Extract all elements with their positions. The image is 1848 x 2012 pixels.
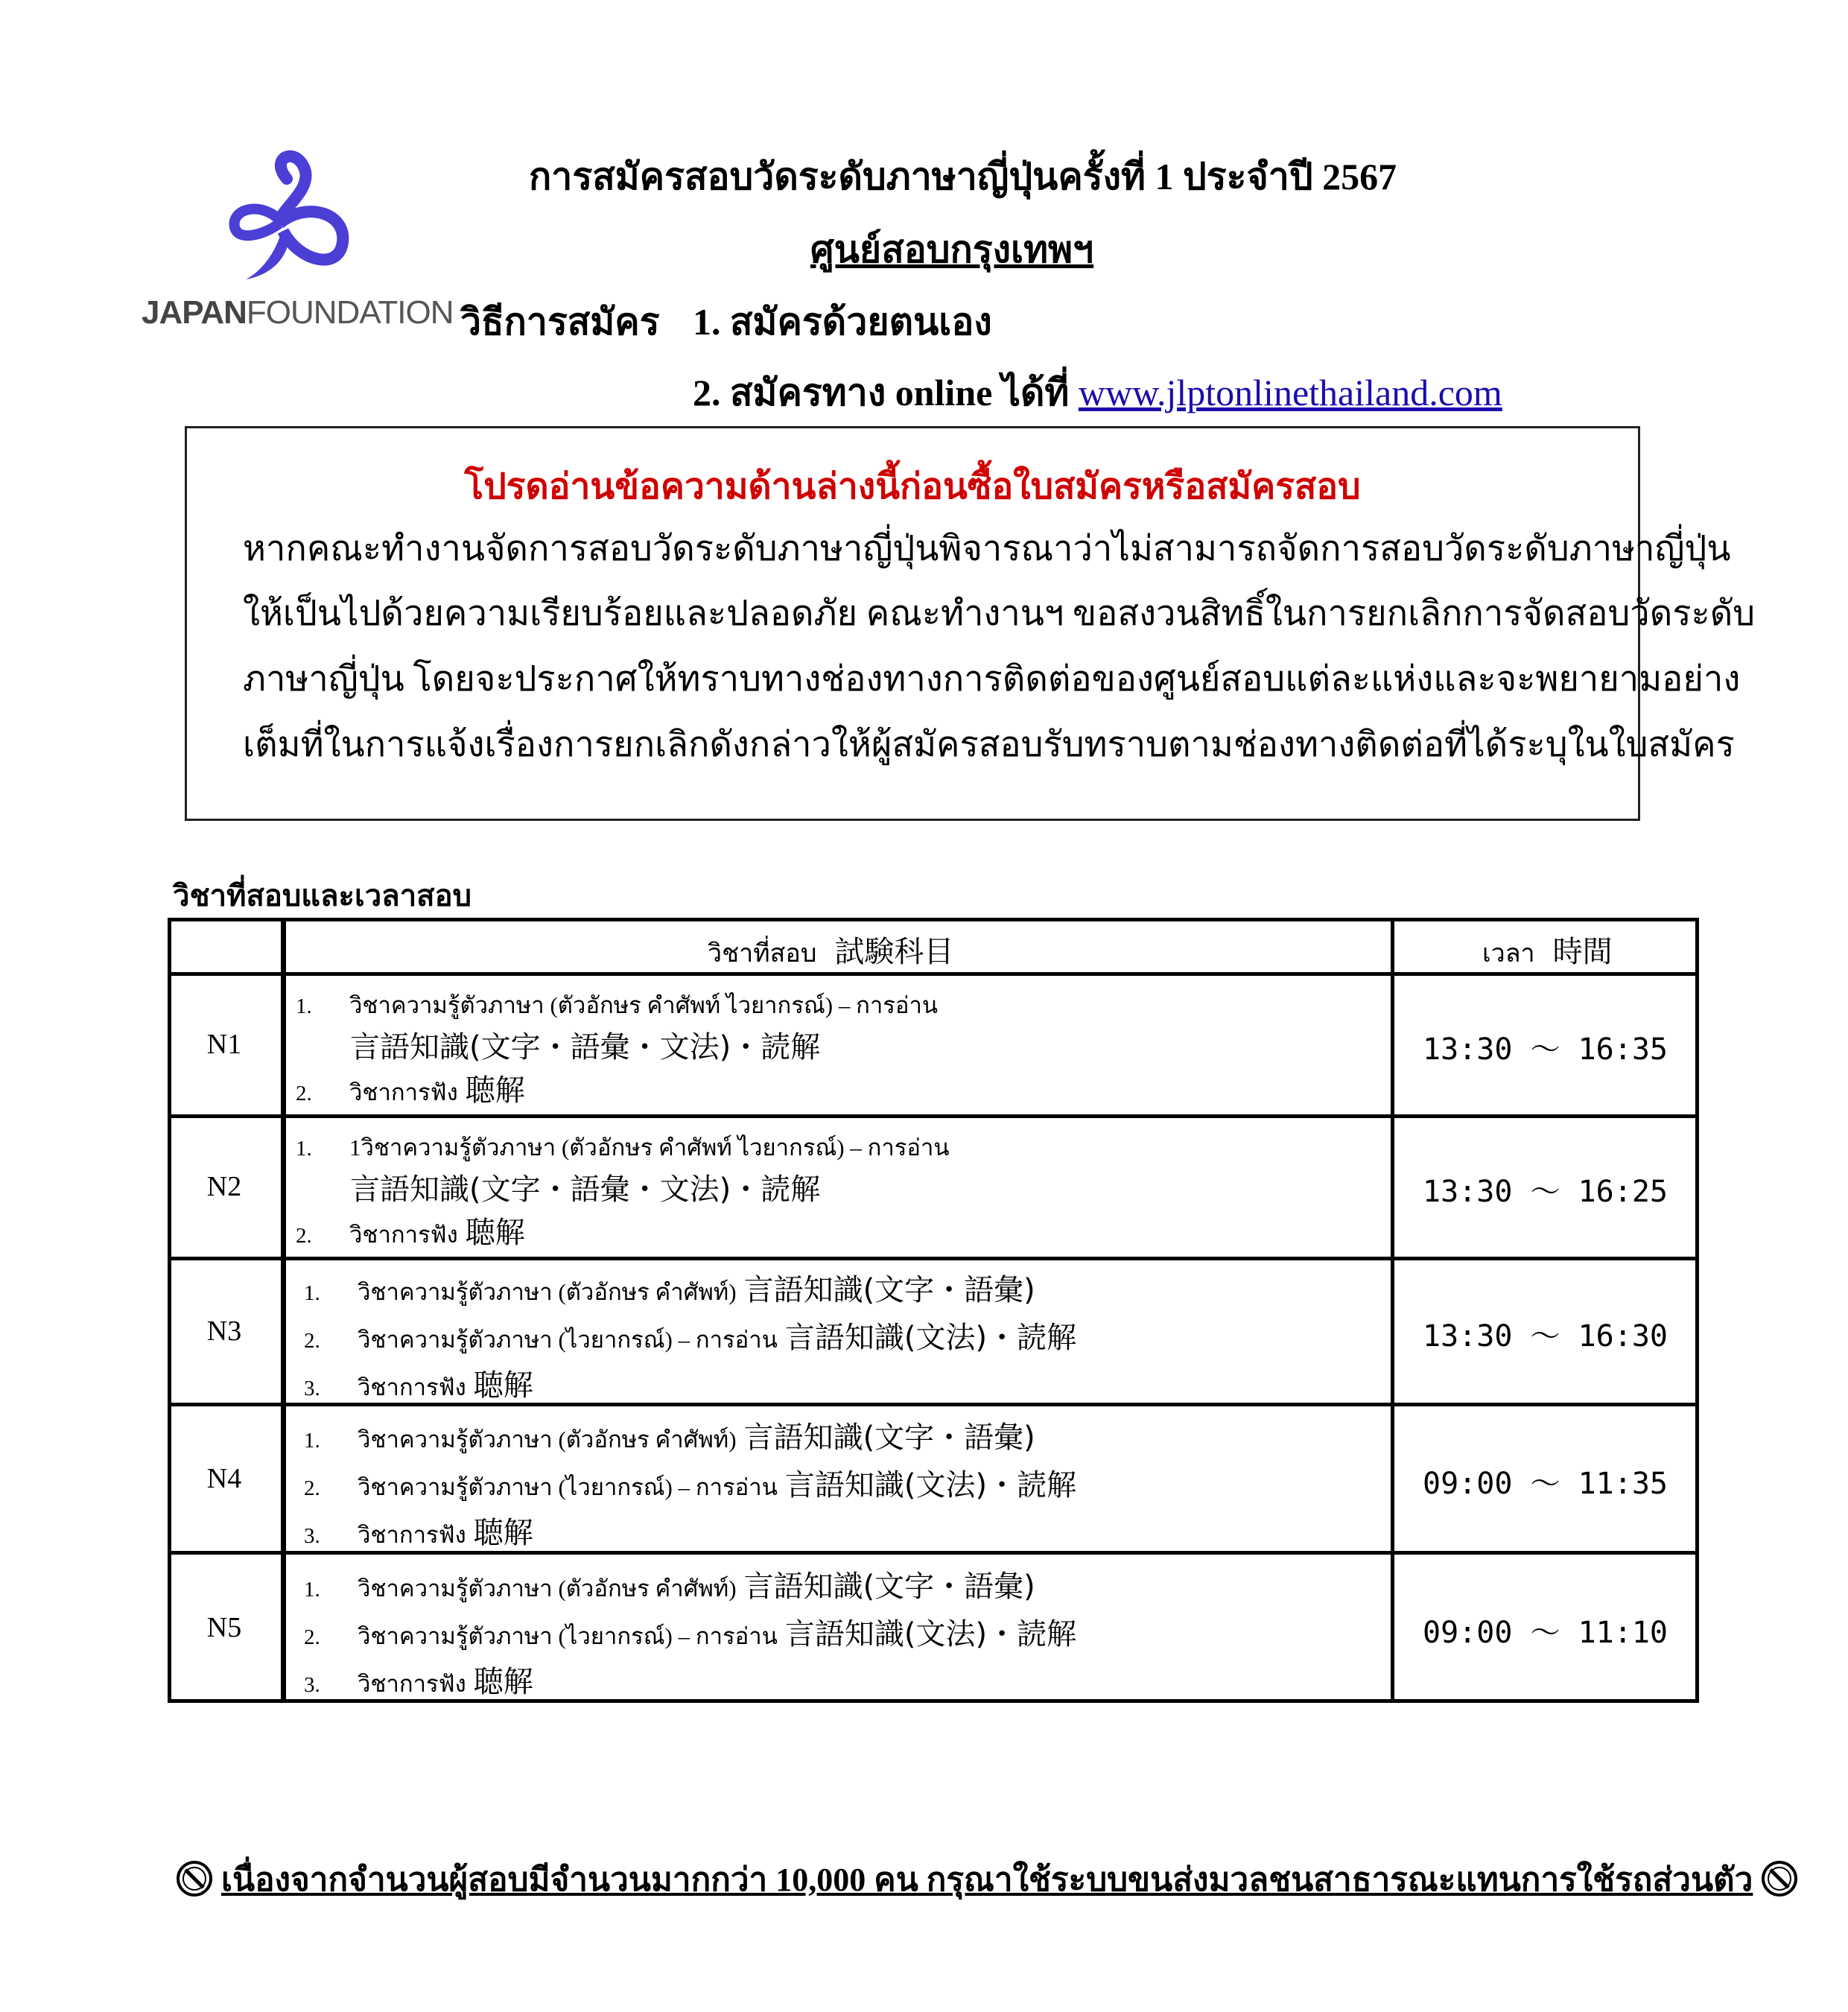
butterfly-logo-icon [216,149,350,291]
method-self: 1. สมัครด้วยตนเอง [693,301,992,343]
no-entry-icon [1760,1859,1799,1906]
notice-line: ภาษาญี่ปุ่น โดยจะประกาศให้ทราบทางช่องทางการติดต่อของศูนย์สอบแต่ละแห่งและจะพยายามอย่าง [243,660,1741,699]
subject-japanese: 言語知識(文字・語彙・文法)・読解 [350,1172,821,1207]
subject-line: 2. วิชาความรู้ตัวภาษา (ไวยากรณ์) – การอ่าน 言語知識(文法)・読解 [304,1468,1077,1502]
level-cell: N4 [206,1463,242,1494]
exam-center-title: ศูนย์สอบกรุงเทพฯ [810,229,1094,270]
time-cell: 09:00 ～ 11:35 [1423,1467,1668,1501]
notice-line: หากคณะทำงานจัดการสอบวัดระดับภาษาญี่ปุ่นพิจารณาว่าไม่สามารถจัดการสอบวัดระดับภาษาญี่ปุ่น [243,530,1731,568]
time-cell: 13:30 ～ 16:30 [1423,1319,1668,1354]
subject-japanese: 言語知識(文字・語彙・文法)・読解 [350,1030,821,1064]
time-cell: 13:30 ～ 16:25 [1423,1175,1668,1209]
subject-line: 1. วิชาความรู้ตัวภาษา (ตัวอักษร คำศัพท์) 言語知識(文字・語彙) [304,1273,1035,1307]
subject-line: 3. วิชาการฟัง 聴解 [304,1516,533,1550]
notice-line: ให้เป็นไปด้วยความเรียบร้อยและปลอดภัย คณะทำงานฯ ขอสงวนสิทธิ์ในการยกเลิกการจัดสอบวัดระดับ [243,594,1756,633]
no-entry-icon [175,1859,214,1906]
notice-heading: โปรดอ่านข้อความด้านล่างนี้ก่อนซื้อใบสมัครหรือสมัครสอบ [464,467,1361,507]
method-online: 2. สมัครทาง online ได้ที่ www.jlptonlinethailand.com [693,372,1502,413]
subject-line: 1. วิชาความรู้ตัวภาษา (ตัวอักษร คำศัพท์ ไวยากรณ์) – การอ่าน [296,992,939,1018]
subject-line: 2. วิชาความรู้ตัวภาษา (ไวยากรณ์) – การอ่าน 言語知識(文法)・読解 [304,1321,1077,1355]
registration-link[interactable]: www.jlptonlinethailand.com [1078,372,1502,413]
subject-line: 2. วิชาการฟัง 聴解 [296,1073,525,1108]
footer-text: เนื่องจากจำนวนผู้สอบมีจำนวนมากกว่า 10,000 คน กรุณาใช้ระบบขนส่งมวลชนสาธารณะแทนการใช้รถส่วนตัว [221,1862,1753,1898]
level-cell: N1 [206,1029,242,1060]
subject-line: 1. วิชาความรู้ตัวภาษา (ตัวอักษร คำศัพท์) 言語知識(文字・語彙) [304,1421,1035,1455]
subject-line: 2. วิชาการฟัง 聴解 [296,1216,525,1250]
level-cell: N3 [206,1316,242,1347]
subject-line: 1. 1วิชาความรู้ตัวภาษา (ตัวอักษร คำศัพท์ ไวยากรณ์) – การอ่าน [296,1134,950,1161]
level-cell: N2 [206,1171,242,1202]
table-caption: วิชาที่สอบและเวลาสอบ [173,879,471,913]
subject-line: 3. วิชาการฟัง 聴解 [304,1368,533,1403]
subject-line: 1. วิชาความรู้ตัวภาษา (ตัวอักษร คำศัพท์) 言語知識(文字・語彙) [304,1570,1035,1604]
logo-wordmark: JAPANFOUNDATION [142,294,454,331]
level-cell: N5 [206,1612,242,1643]
time-header: เวลา 時間 [1482,935,1613,969]
footer-notice [168,1853,1806,1906]
notice-line: เต็มที่ในการแจ้งเรื่องการยกเลิกดังกล่าวให้ผู้สมัครสอบรับทราบตามช่องทางติดต่อที่ได้ระบุในใบสมัคร [243,726,1735,764]
time-cell: 09:00 ～ 11:10 [1423,1616,1668,1650]
japan-foundation-logo [134,142,454,335]
subject-line: 2. วิชาความรู้ตัวภาษา (ไวยากรณ์) – การอ่าน 言語知識(文法)・読解 [304,1617,1077,1651]
subject-header: วิชาที่สอบ 試験科目 [708,935,954,969]
schedule-table [168,918,1699,1703]
page-title: การสมัครสอบวัดระดับภาษาญี่ปุ่นครั้งที่ 1 ประจำปี 2567 [529,156,1397,197]
time-cell: 13:30 ～ 16:35 [1423,1032,1668,1067]
notice-box [185,426,1756,821]
method-label: วิธีการสมัคร [460,301,660,343]
subject-line: 3. วิชาการฟัง 聴解 [304,1665,533,1699]
